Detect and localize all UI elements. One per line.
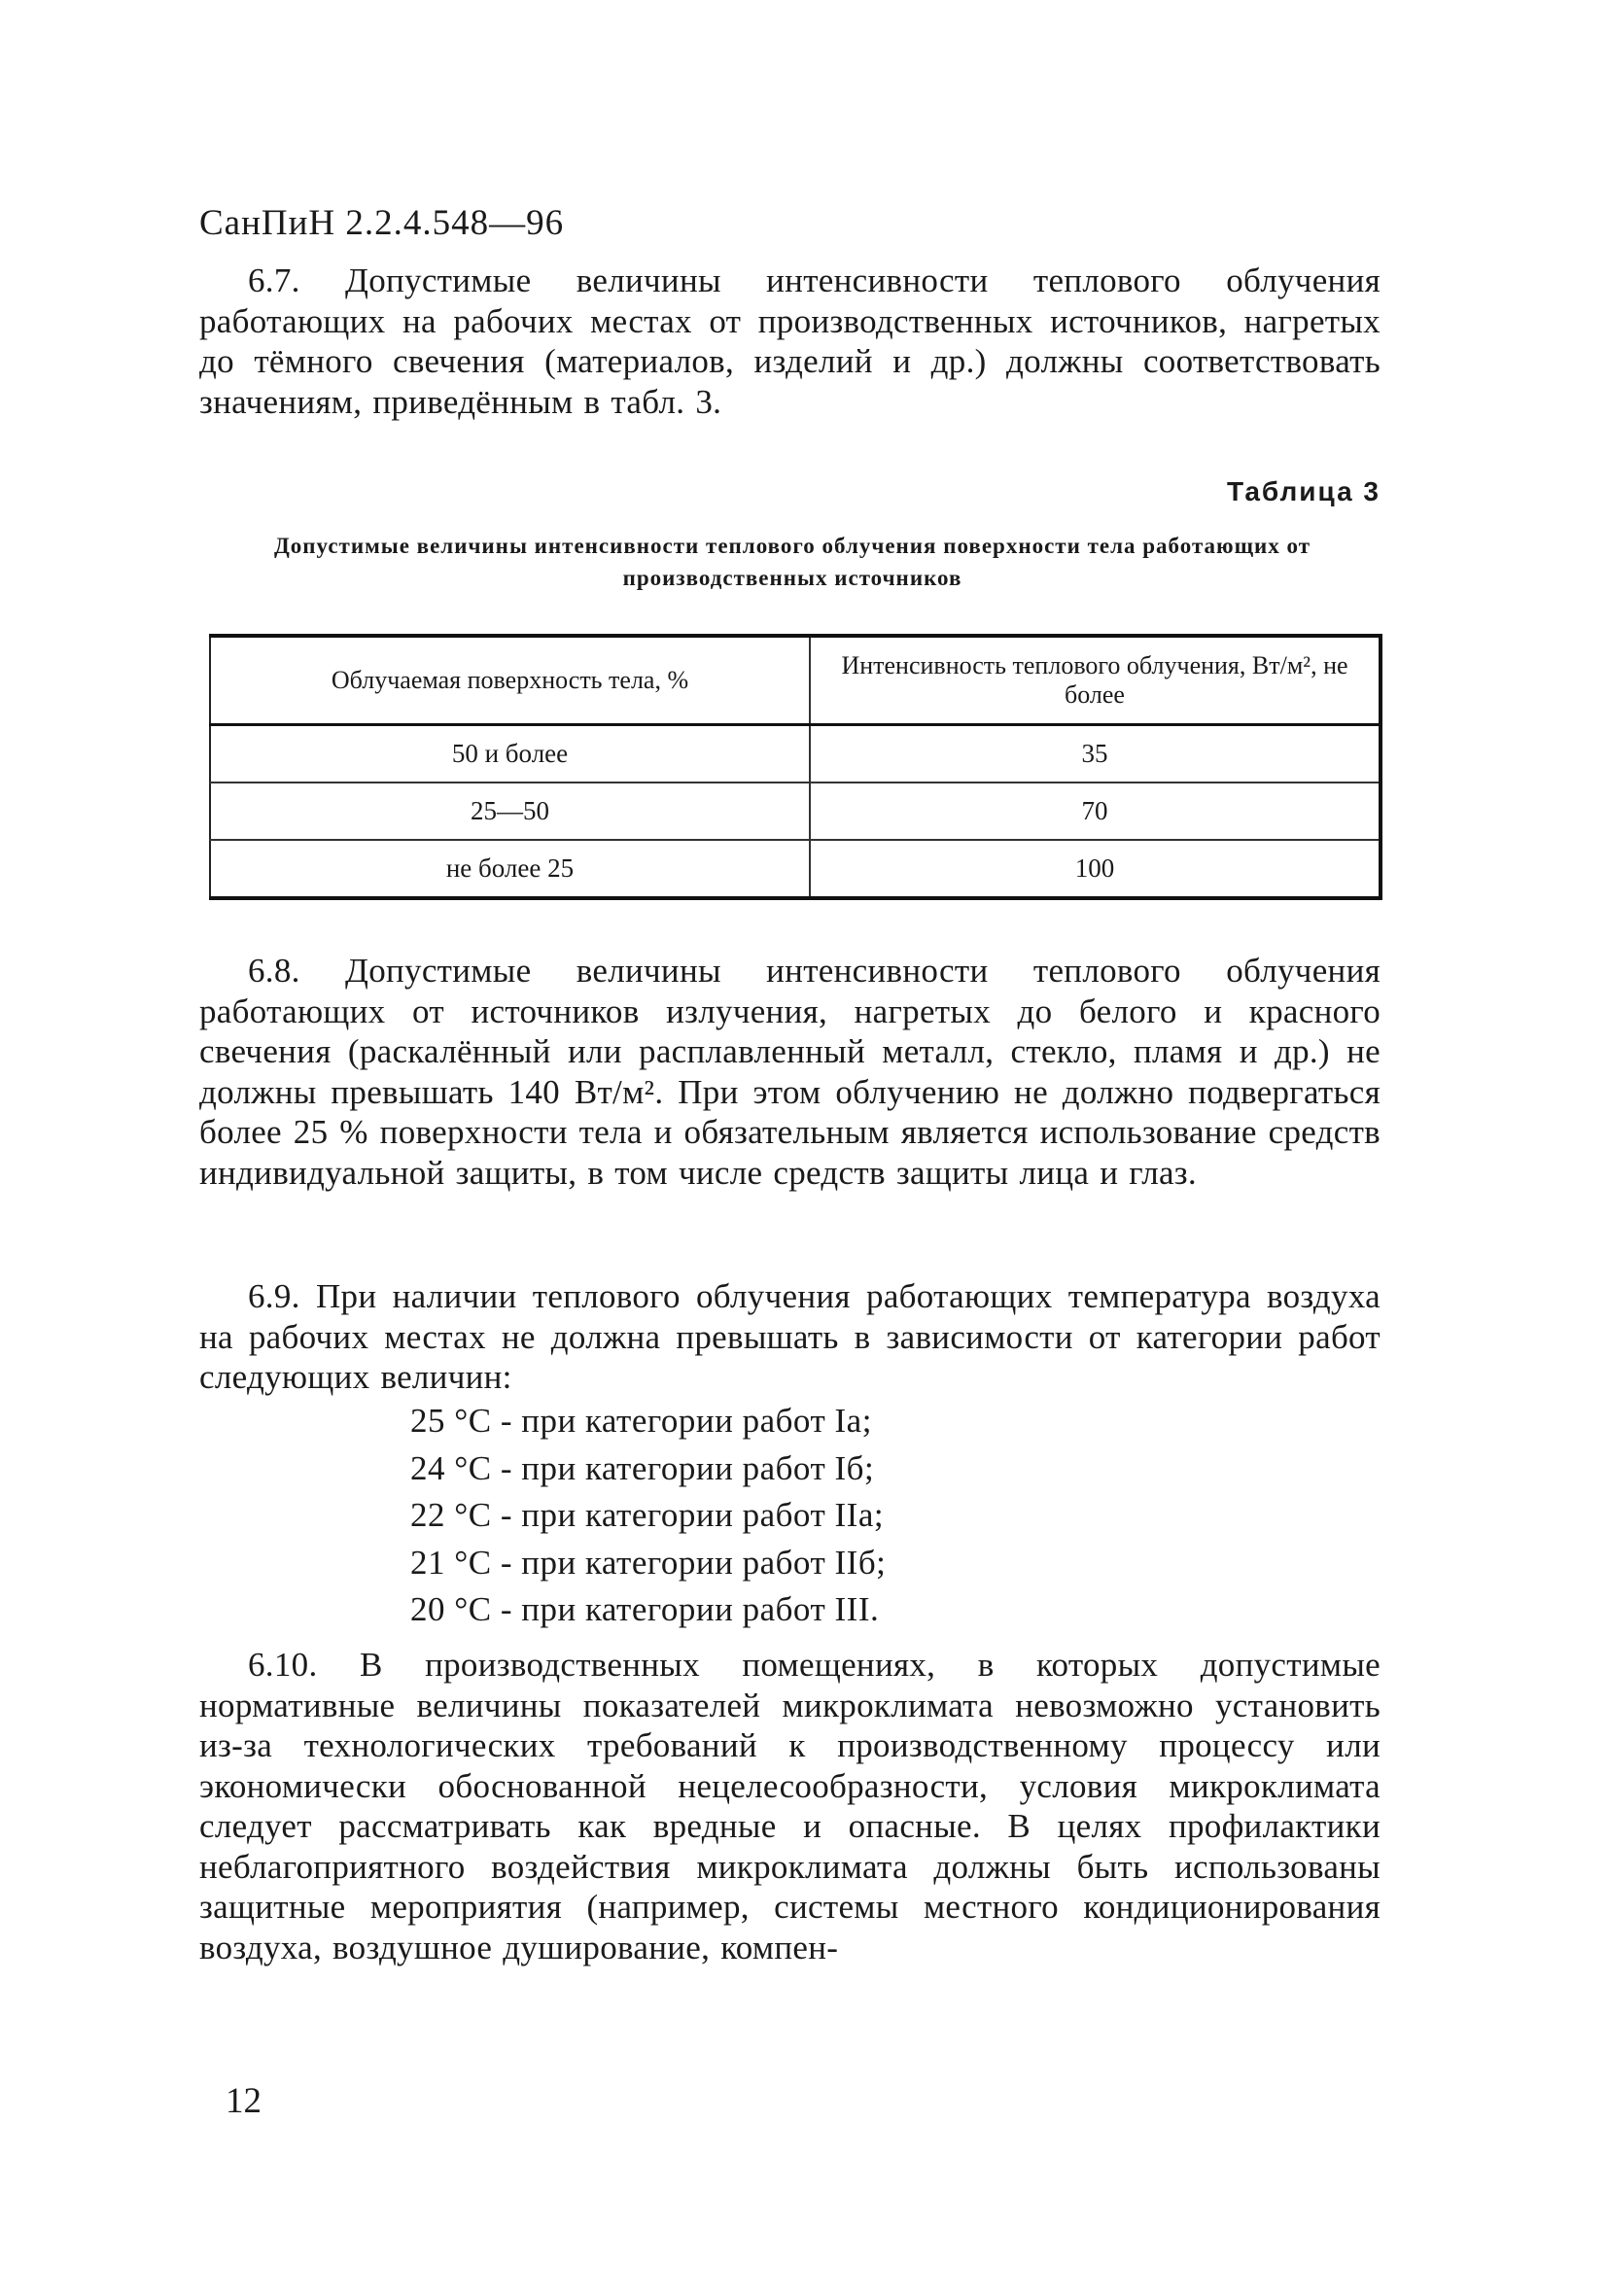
paragraph-6-10-text: 6.10. В производственных помещениях, в которых допустимые нормативные величины показателей микроклимата невозможно установить из-за технологических требований к производственному процессу или экономически обоснованной нецелесообразности, условия микроклимата следует рассматривать как вредные и опасные. В целях профилактики неблагоприятного воздействия микроклимата должны быть использованы защитные мероприятия (например, системы местного кондиционирования воздуха, воздушное душирование, компен-	[199, 1646, 1381, 1966]
list-item: 22 °С - при категории работ IIа;	[410, 1496, 885, 1534]
table-cell: 35	[810, 725, 1381, 783]
table-cell: 25—50	[210, 783, 810, 840]
document-header: СанПиН 2.2.4.548—96	[199, 203, 565, 243]
irradiation-table	[209, 634, 1382, 900]
list-item: 25 °С - при категории работ Iа;	[410, 1402, 872, 1440]
paragraph-6-9	[199, 1276, 1381, 1398]
table-row	[210, 840, 1381, 898]
list-item: 21 °С - при категории работ IIб;	[410, 1543, 887, 1582]
list-item: 20 °С - при категории работ III.	[410, 1590, 880, 1628]
paragraph-6-8	[199, 951, 1381, 1193]
table-row	[210, 725, 1381, 783]
table-header-cell: Облучаемая поверхность тела, %	[210, 636, 810, 725]
paragraph-6-7-text: 6.7. Допустимые величины интенсивности теплового облучения работающих на рабочих местах от производственных источников, нагретых до тёмного свечения (материалов, изделий и др.) должны соответствовать значениям, приведённым в табл. 3.	[199, 261, 1381, 421]
page-number: 12	[226, 2081, 262, 2121]
table-label: Таблица 3	[1226, 476, 1381, 506]
paragraph-6-7	[199, 261, 1381, 422]
paragraph-6-8-text: 6.8. Допустимые величины интенсивности теплового облучения работающих от источников излучения, нагретых до белого и красного свечения (раскалённый или расплавленный металл, стекло, пламя и др.) не должны превышать 140 Вт/м². При этом облучению не должно подвергаться более 25 % поверхности тела и обязательным является использование средств индивидуальной защиты, в том числе средств защиты лица и глаз.	[199, 952, 1381, 1192]
table-row	[210, 783, 1381, 840]
list-item: 24 °С - при категории работ Iб;	[410, 1448, 875, 1487]
temperature-list	[410, 1398, 886, 1634]
paragraph-6-9-text: 6.9. При наличии теплового облучения работающих температура воздуха на рабочих местах не должна превышать в зависимости от категории работ следующих величин:	[199, 1277, 1381, 1396]
table-cell: 70	[810, 783, 1381, 840]
table-header-row	[210, 636, 1381, 725]
table-cell: 100	[810, 840, 1381, 898]
table-cell: 50 и более	[210, 725, 810, 783]
table-caption: Допустимые величины интенсивности теплового облучения поверхности тела работающих от производственных источников	[273, 534, 1311, 590]
table-cell: не более 25	[210, 840, 810, 898]
table-header-cell: Интенсивность теплового облучения, Вт/м², не более	[810, 636, 1381, 725]
paragraph-6-10	[199, 1645, 1381, 1967]
